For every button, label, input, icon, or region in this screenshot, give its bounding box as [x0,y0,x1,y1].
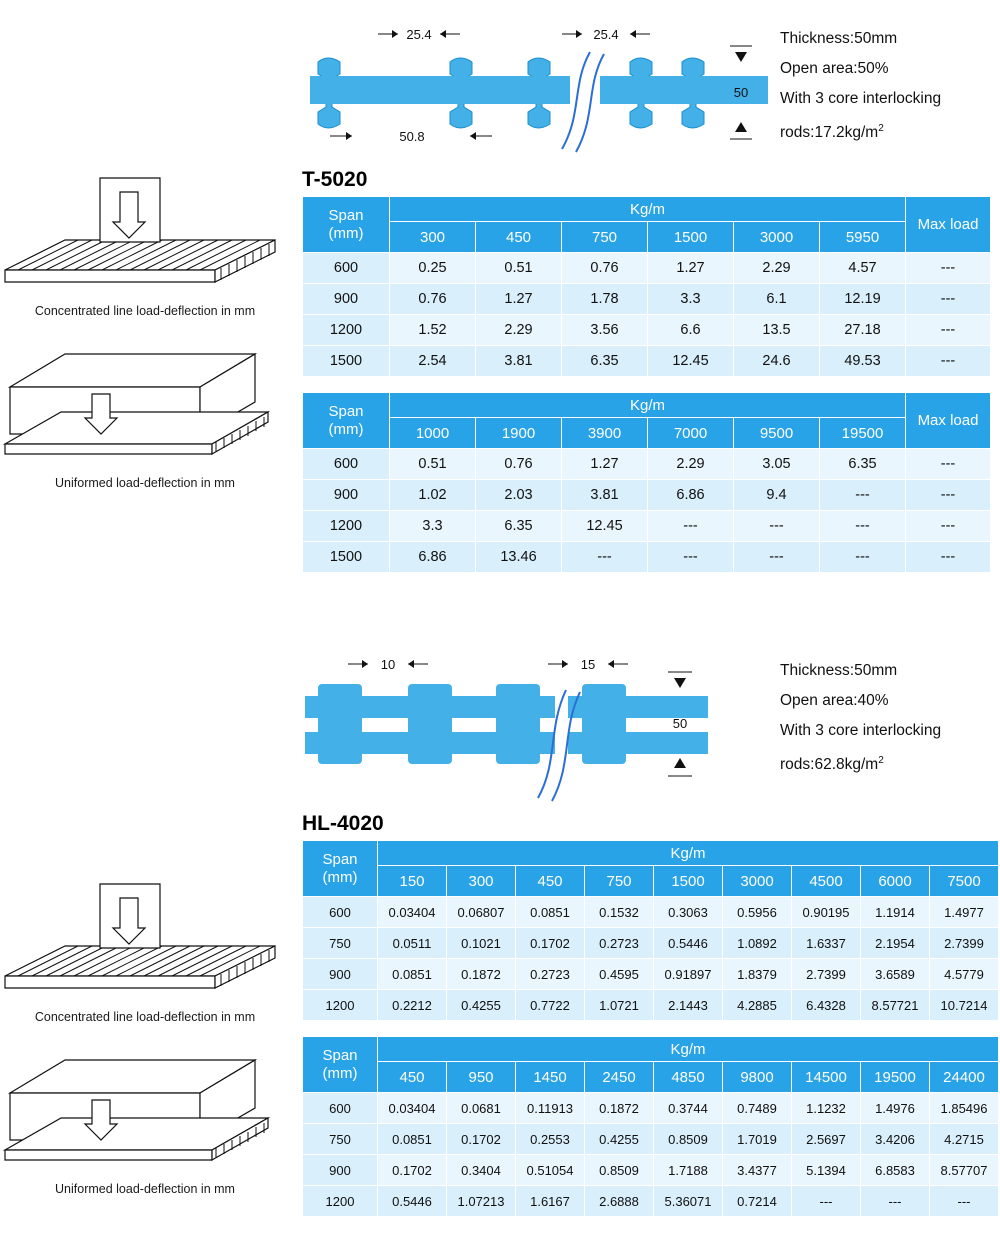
data-cell: --- [861,1186,930,1217]
spec-rods [780,114,1000,148]
data-cell: 27.18 [820,315,906,346]
illustration-line-load-1 [0,170,290,318]
spec-rods-text: rods:17.2kg/m [780,124,879,142]
data-cell: 0.4255 [447,990,516,1021]
row-span-label: 900 [303,480,390,511]
span-label-line1: Span [328,207,364,225]
table-hl4020-concentrated [302,840,999,1021]
table-row [303,1124,999,1155]
data-cell: 2.5697 [792,1124,861,1155]
model-title-hl4020: HL-4020 [302,812,384,835]
table-row-header [303,197,991,222]
data-cell: 0.1872 [585,1093,654,1124]
data-cell: 0.1532 [585,897,654,928]
data-cell: 0.2553 [516,1124,585,1155]
max-load-cell: --- [906,542,991,573]
dim-right-label-1: 25.4 [593,27,619,42]
data-cell: 0.0511 [378,928,447,959]
data-cell: 0.4595 [585,959,654,990]
data-cell: 3.3 [390,511,476,542]
data-cell: 6.35 [562,346,648,377]
table-row [303,990,999,1021]
data-cell: 6.8583 [861,1155,930,1186]
data-cell: 1.6337 [792,928,861,959]
span-label-line1: Span [328,403,364,421]
data-cell: 6.86 [648,480,734,511]
data-cell: 12.45 [648,346,734,377]
data-cell: 0.25 [390,253,476,284]
row-span-label: 1200 [303,315,390,346]
data-cell: --- [820,511,906,542]
data-cell: 6.35 [820,449,906,480]
col-header: 4850 [654,1062,723,1093]
table-t5020-concentrated [302,196,991,377]
data-cell: 2.54 [390,346,476,377]
data-cell: --- [562,542,648,573]
table-row-subheader [303,1062,999,1093]
data-cell: 0.51 [476,253,562,284]
max-load-cell: --- [906,346,991,377]
hl-profile-svg [300,646,770,806]
col-header: 1000 [390,418,476,449]
data-cell: 6.86 [390,542,476,573]
span-label-line2: (mm) [328,420,364,438]
table-row [303,1186,999,1217]
col-header: 150 [378,866,447,897]
table-row-header [303,841,999,866]
col-header: 1500 [654,866,723,897]
table-row [303,346,991,377]
data-cell: 1.1914 [861,897,930,928]
table-row-header [303,1037,999,1062]
dim-bottom-label-1: 50.8 [399,129,425,144]
data-cell: 0.1872 [447,959,516,990]
data-cell: 2.29 [476,315,562,346]
data-cell: --- [734,542,820,573]
col-header: 5950 [820,222,906,253]
span-label-line1: Span [322,851,358,869]
col-header: 9800 [723,1062,792,1093]
data-cell: 0.5446 [654,928,723,959]
data-cell: 0.7722 [516,990,585,1021]
illustration-uniform-load-2 [0,1038,290,1196]
t-profile-svg [300,14,770,164]
max-load-cell: --- [906,449,991,480]
data-cell: 4.2885 [723,990,792,1021]
col-header: 450 [476,222,562,253]
col-header: 300 [447,866,516,897]
span-header-cell [303,1037,378,1093]
col-header: 750 [562,222,648,253]
row-span-label: 750 [303,928,378,959]
table-row [303,959,999,990]
uniform-load-diagram-icon [0,332,280,472]
illustration-line-load-2 [0,876,290,1024]
data-cell: 1.4977 [930,897,999,928]
data-cell: 0.0851 [516,897,585,928]
data-cell: 0.76 [562,253,648,284]
data-cell: 1.8379 [723,959,792,990]
data-cell: 0.1702 [447,1124,516,1155]
span-label-line1: Span [322,1047,358,1065]
data-cell: 6.4328 [792,990,861,1021]
data-cell: 0.4255 [585,1124,654,1155]
max-load-cell: --- [906,284,991,315]
data-cell: 13.5 [734,315,820,346]
data-cell: --- [648,511,734,542]
data-cell: 1.85496 [930,1093,999,1124]
table-row [303,1155,999,1186]
maxload-header-cell: Max load [906,197,991,253]
row-span-label: 900 [303,284,390,315]
data-cell: 8.57707 [930,1155,999,1186]
col-header: 950 [447,1062,516,1093]
table-row [303,480,991,511]
illustration-caption: Uniformed load-deflection in mm [55,1182,235,1196]
data-cell: 5.36071 [654,1186,723,1217]
data-cell: 0.0851 [378,1124,447,1155]
data-cell: 1.0721 [585,990,654,1021]
col-header: 750 [585,866,654,897]
unit-header-cell: Kg/m [390,393,906,418]
line-load-diagram-icon [0,170,280,300]
row-span-label: 600 [303,897,378,928]
unit-header-cell: Kg/m [378,841,999,866]
uniform-load-diagram-icon [0,1038,280,1178]
data-cell: --- [820,542,906,573]
section-hl4020 [0,636,1000,1236]
row-span-label: 1200 [303,511,390,542]
data-cell: 10.7214 [930,990,999,1021]
data-cell: 2.7399 [930,928,999,959]
table-row-header [303,393,991,418]
data-cell: 3.4206 [861,1124,930,1155]
data-cell: 0.1702 [378,1155,447,1186]
data-cell: 1.07213 [447,1186,516,1217]
illustration-column-1 [0,170,290,490]
row-span-label: 1500 [303,542,390,573]
data-cell: 1.27 [476,284,562,315]
data-cell: 8.57721 [861,990,930,1021]
col-header: 6000 [861,866,930,897]
spec-interlocking: With 3 core interlocking [780,90,942,107]
data-cell: 0.3744 [654,1093,723,1124]
data-cell: 0.11913 [516,1093,585,1124]
data-cell: 0.1702 [516,928,585,959]
col-header: 4500 [792,866,861,897]
span-header-cell [303,393,390,449]
max-load-cell: --- [906,315,991,346]
col-header: 2450 [585,1062,654,1093]
max-load-cell: --- [906,480,991,511]
data-cell: 1.1232 [792,1093,861,1124]
spec-rods-text: rods:62.8kg/m [780,756,879,774]
data-cell: --- [648,542,734,573]
data-cell: --- [930,1186,999,1217]
table-row [303,1093,999,1124]
data-cell: 0.8509 [585,1155,654,1186]
data-cell: 4.5779 [930,959,999,990]
data-cell: 3.05 [734,449,820,480]
illustration-caption: Concentrated line load-deflection in mm [34,304,256,318]
illustration-column-2 [0,876,290,1196]
spec-open-area: Open area:40% [780,692,889,709]
span-header-cell [303,841,378,897]
data-cell: 2.03 [476,480,562,511]
data-cell: 0.90195 [792,897,861,928]
data-cell: 6.35 [476,511,562,542]
col-header: 7500 [930,866,999,897]
col-header: 7000 [648,418,734,449]
table-row-subheader [303,418,991,449]
data-cell: 0.5956 [723,897,792,928]
data-cell: 6.1 [734,284,820,315]
col-header: 450 [516,866,585,897]
col-header: 1450 [516,1062,585,1093]
data-cell: 0.5446 [378,1186,447,1217]
spec-open-area: Open area:50% [780,60,889,77]
spec-thickness: Thickness:50mm [780,30,898,47]
data-cell: 2.7399 [792,959,861,990]
table-row [303,928,999,959]
data-cell: 0.03404 [378,897,447,928]
data-cell: 2.1954 [861,928,930,959]
col-header: 19500 [861,1062,930,1093]
data-cell: 1.6167 [516,1186,585,1217]
col-header: 3000 [723,866,792,897]
data-cell: 0.3063 [654,897,723,928]
data-cell: --- [820,480,906,511]
profile-diagram-t5020 [300,14,770,164]
illustration-caption: Uniformed load-deflection in mm [55,476,235,490]
spec-rods-sup: 2 [878,755,884,766]
data-cell: 12.19 [820,284,906,315]
data-cell: 0.2723 [516,959,585,990]
data-cell: 0.76 [476,449,562,480]
spec-rods [780,746,1000,780]
dim-right-label-2: 15 [580,657,596,672]
data-cell: 4.57 [820,253,906,284]
col-header: 3900 [562,418,648,449]
spec-thickness: Thickness:50mm [780,662,898,679]
data-cell: 9.4 [734,480,820,511]
data-cell: 0.7214 [723,1186,792,1217]
table-row [303,542,991,573]
table-hl4020-uniform [302,1036,999,1217]
dim-height-label-1: 50 [733,85,749,100]
spec-interlocking: With 3 core interlocking [780,722,942,739]
col-header: 300 [390,222,476,253]
row-span-label: 1200 [303,990,378,1021]
table-row [303,511,991,542]
col-header: 14500 [792,1062,861,1093]
data-cell: 0.0851 [378,959,447,990]
data-cell: 0.2723 [585,928,654,959]
col-header: 450 [378,1062,447,1093]
section-t5020 [0,0,1000,600]
span-label-line2: (mm) [328,224,364,242]
data-cell: 0.06807 [447,897,516,928]
spec-rods-sup: 2 [878,123,884,134]
data-cell: 4.2715 [930,1124,999,1155]
row-span-label: 1500 [303,346,390,377]
line-load-diagram-icon [0,876,280,1006]
model-title-t5020: T-5020 [302,168,368,191]
data-cell: 3.56 [562,315,648,346]
data-cell: --- [792,1186,861,1217]
col-header: 3000 [734,222,820,253]
data-cell: 0.7489 [723,1093,792,1124]
data-cell: 12.45 [562,511,648,542]
data-cell: 1.27 [648,253,734,284]
row-span-label: 600 [303,253,390,284]
data-cell: 3.81 [476,346,562,377]
data-cell: 1.02 [390,480,476,511]
table-row-subheader [303,866,999,897]
data-cell: 0.2212 [378,990,447,1021]
col-header: 9500 [734,418,820,449]
row-span-label: 1200 [303,1186,378,1217]
span-label-line2: (mm) [322,1064,358,1082]
col-header: 24400 [930,1062,999,1093]
col-header: 1900 [476,418,562,449]
dim-height-label-2: 50 [672,716,688,731]
data-cell: 2.29 [734,253,820,284]
table-row [303,315,991,346]
table-row-subheader [303,222,991,253]
max-load-cell: --- [906,253,991,284]
maxload-header-cell: Max load [906,393,991,449]
dim-left-label-2: 10 [380,657,396,672]
data-cell: 6.6 [648,315,734,346]
data-cell: 3.81 [562,480,648,511]
data-cell: 3.3 [648,284,734,315]
data-cell: 1.7188 [654,1155,723,1186]
data-cell: 1.52 [390,315,476,346]
row-span-label: 600 [303,1093,378,1124]
dim-left-label-1: 25.4 [406,27,432,42]
unit-header-cell: Kg/m [378,1037,999,1062]
data-cell: 1.78 [562,284,648,315]
data-cell: 1.27 [562,449,648,480]
data-cell: 49.53 [820,346,906,377]
unit-header-cell: Kg/m [390,197,906,222]
data-cell: 0.03404 [378,1093,447,1124]
data-cell: 0.1021 [447,928,516,959]
profile-diagram-hl4020 [300,646,770,796]
col-header: 19500 [820,418,906,449]
data-cell: 0.3404 [447,1155,516,1186]
table-t5020-uniform [302,392,991,573]
data-cell: 0.51 [390,449,476,480]
data-cell: 0.91897 [654,959,723,990]
row-span-label: 900 [303,959,378,990]
table-row [303,449,991,480]
table-row [303,284,991,315]
data-cell: 2.1443 [654,990,723,1021]
illustration-caption: Concentrated line load-deflection in mm [34,1010,256,1024]
span-header-cell [303,197,390,253]
max-load-cell: --- [906,511,991,542]
data-cell: 24.6 [734,346,820,377]
data-cell: 2.6888 [585,1186,654,1217]
data-cell: 5.1394 [792,1155,861,1186]
data-cell: 0.0681 [447,1093,516,1124]
spec-list-1 [780,24,1000,148]
data-cell: 0.51054 [516,1155,585,1186]
data-cell: 0.8509 [654,1124,723,1155]
table-row [303,897,999,928]
data-cell: 3.4377 [723,1155,792,1186]
data-cell: 1.0892 [723,928,792,959]
row-span-label: 600 [303,449,390,480]
col-header: 1500 [648,222,734,253]
illustration-uniform-load-1 [0,332,290,490]
data-cell: 0.76 [390,284,476,315]
data-cell: 13.46 [476,542,562,573]
data-cell: 2.29 [648,449,734,480]
span-label-line2: (mm) [322,868,358,886]
table-row [303,253,991,284]
data-cell: 1.7019 [723,1124,792,1155]
spec-list-2 [780,656,1000,780]
row-span-label: 750 [303,1124,378,1155]
row-span-label: 900 [303,1155,378,1186]
data-cell: 1.4976 [861,1093,930,1124]
data-cell: 3.6589 [861,959,930,990]
data-cell: --- [734,511,820,542]
